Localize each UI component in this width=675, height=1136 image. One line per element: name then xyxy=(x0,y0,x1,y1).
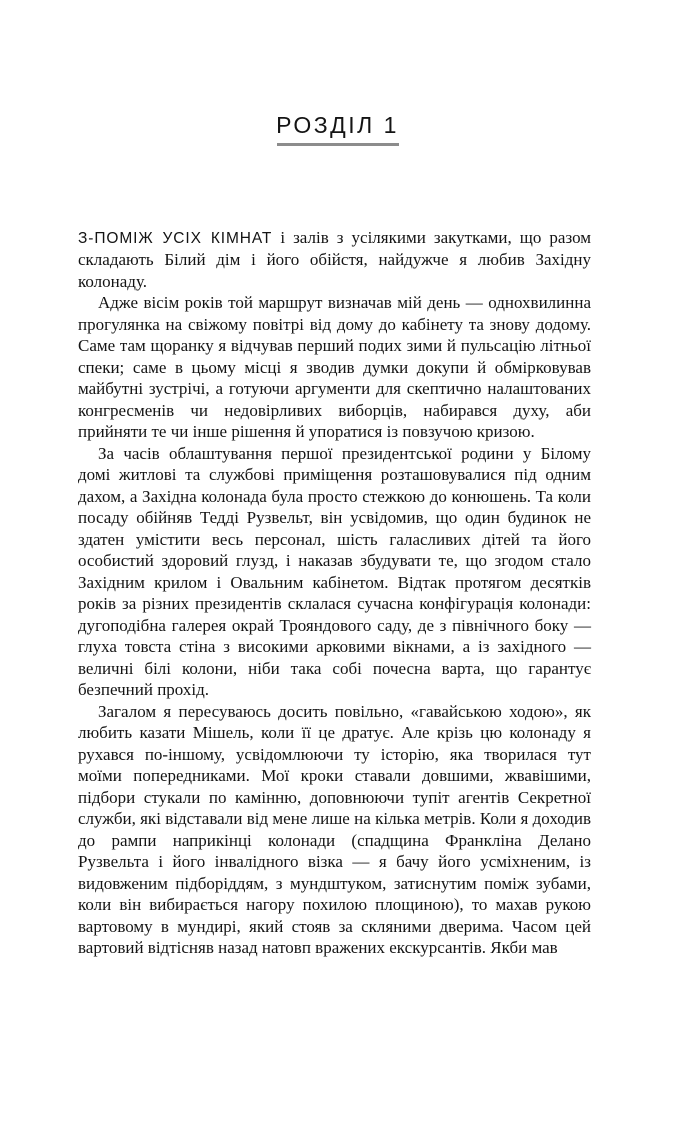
opening-lead-in: З-ПОМІЖ УСІХ КІМНАТ xyxy=(78,229,273,247)
paragraph: За часів облаштування першої президентської родини у Білому домі житлові та службові приміщення розташовувалися під одним дахом, а Західна колонада була просто стежкою до конюшень. Та коли посаду обійняв Тедді Рузвельт, він усвідомив, що один будинок не здатен умістити весь персонал, шість галасливих дітей та його особистий здоровий глузд, і наказав збудувати те, що згодом стало Західним крилом і Овальним кабінетом. Відтак протягом десятків років за різних президентів склалася сучасна конфігурація колонади: дугоподібна галерея окрай Трояндового саду, де з північного боку — глуха товста стіна з високими арковими вікнами, а із західного — величні білі колони, ніби така собі почесна варта, що гарантує безпечний прохід. xyxy=(78,443,591,700)
paragraph-opening xyxy=(78,227,591,293)
chapter-title-underline xyxy=(277,143,399,146)
paragraph: Адже вісім років той маршрут визначав мій день — однохвилинна прогулянка на свіжому повітрі від дому до кабінету та знову додому. Саме там щоранку я відчував перший подих зими й пульсацію літньої спеки; саме в цьому місці я зводив думки докупи й обмірковував майбутні зустрічі, а готуючи аргументи для скептично налаштованих конгресменів чи недовірливих виборців, набирався духу, аби прийняти те чи інше рішення й упоратися із повзучою кризою. xyxy=(78,293,591,442)
paragraph: Загалом я пересуваюсь досить повільно, «гавайською ходою», як любить казати Мішель, коли її це дратує. Але крізь цю колонаду я рухався по-іншому, усвідомлюючи ту історію, яка творилася тут моїми попередниками. Мої кроки ставали довшими, жвавішими, підбори стукали по камінню, доповнюючи тупіт агентів Секретної служби, які відставали від мене лише на кілька метрів. Коли я доходив до рампи наприкінці колонади (спадщина Франкліна Делано Рузвельта і його інвалідного візка — я бачу його усміхненим, із видовженим підборіддям, з мундштуком, затиснутим поміж зубами, коли він вибирається нагору похилою площиною), то махав рукою вартовому в мундирі, який стояв за скляними дверима. Часом цей вартовий відтісняв назад натовп вражених екскурсантів. Якби мав xyxy=(78,701,591,958)
opening-text: і залів з усілякими закутками, що разом складають Білий дім і його обійстя, найдужче я любив Західну колонаду. xyxy=(78,227,591,291)
chapter-title: РОЗДІЛ 1 xyxy=(276,112,399,138)
page-body xyxy=(78,227,591,959)
book-page xyxy=(0,112,675,1136)
chapter-header xyxy=(0,112,675,146)
